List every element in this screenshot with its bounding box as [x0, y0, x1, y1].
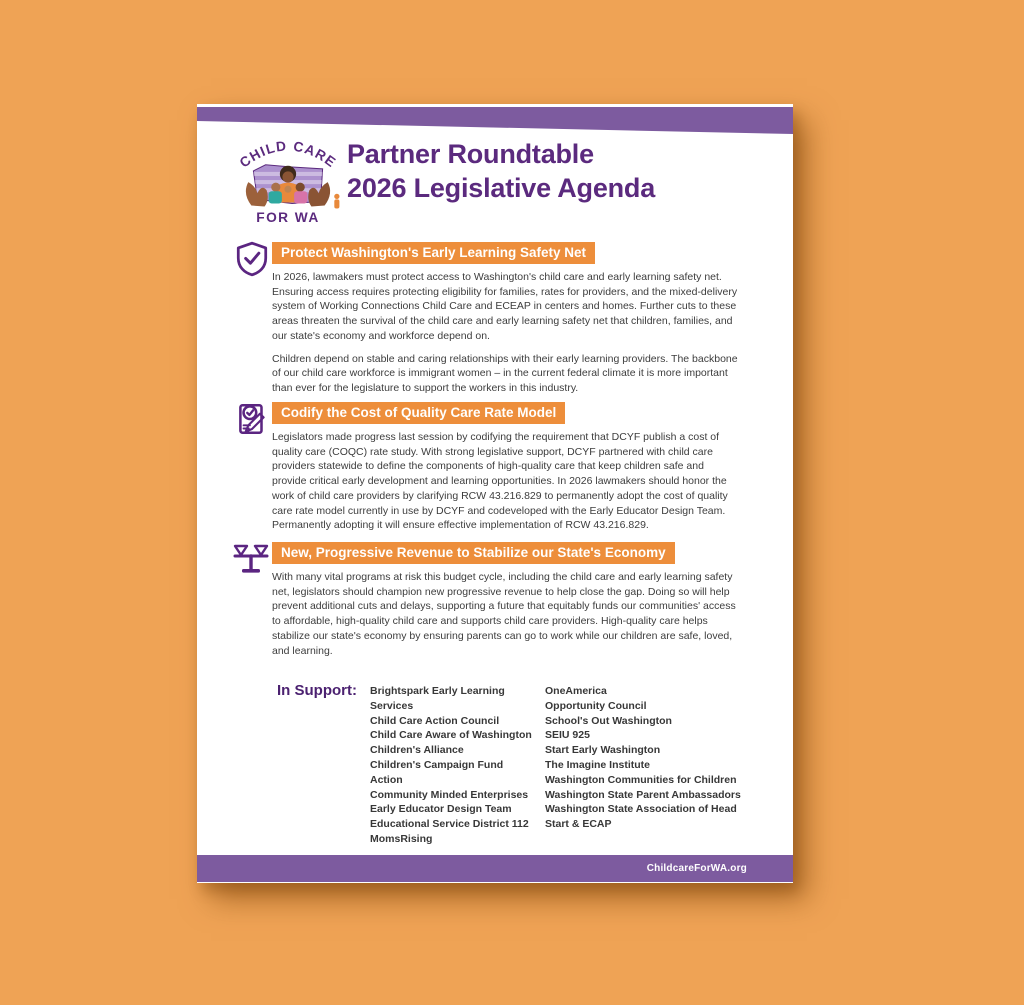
footer-website-url: ChildcareForWA.org [646, 863, 747, 874]
section-paragraph: Children depend on stable and caring relationships with their early learning providers. The backbone of our child care workforce is immigrant women – in the current federal climate it is more important than ever for the legislature to support the workers in this industry. [272, 352, 738, 394]
scales-icon [231, 540, 271, 578]
section-rate-model [233, 402, 745, 533]
section-heading: Codify the Cost of Quality Care Rate Model [272, 402, 565, 424]
supporter-name: Community Minded Enterprises [370, 788, 529, 801]
supporter-name: Children's Alliance [370, 744, 464, 757]
supporter-name: Early Educator Design Team [370, 803, 512, 816]
shield-check-icon [233, 240, 271, 278]
section-paragraph: Legislators made progress last session by codifying the requirement that DCYF publish a cost of quality care (COQC) rate study. With strong legislative support, DCYF partnered with child care providers statewide to define the components of high-quality care that keep children safe and provide critical early development and learning opportunities. In 2026 lawmakers should honor the work of child care providers by clarifying RCW 43.216.829 to permanently adopt the cost of quality care rate model currently in use by DCYF and codeveloped with the Early Educator Design Team. Permanently adopting it will ensure effective implementation of RCW 43.216.829. [272, 431, 728, 532]
flyer-page [197, 104, 793, 883]
supporter-name: Washington State Association of Head Start & ECAP [545, 803, 737, 831]
section-safety-net [233, 242, 745, 396]
supporter-name: Brightspark Early Learning Services [370, 685, 505, 712]
section-paragraph: With many vital programs at risk this budget cycle, including the child care and early learning safety net, legislators should champion new progressive revenue to help close the gap. Doing so will help prevent additional cuts and delays, supporting a future that equitably funds our communities' access to affordable, high-quality child care and supports child care providers. High-quality care helps stabilize our state's economy by ensuring parents can go to work while our children are safe, loved, and learning. [272, 571, 736, 657]
supporter-name: Opportunity Council [545, 699, 647, 712]
supporter-name: Start Early Washington [545, 744, 661, 757]
section-paragraph: In 2026, lawmakers must protect access to Washington's child care and early learning safety net. Ensuring access requires protecting eligibility for families, rates for providers, and the mixed-delivery system of Working Connections Child Care and ECEAP in centers and homes. Further cuts to these areas threaten the survival of the child care and early learning safety net that children, families, and our state's economy and workforce depend on. [272, 271, 738, 342]
supporter-name: MomsRising [370, 832, 433, 845]
supporter-name: Children's Campaign Fund Action [370, 758, 504, 786]
page-title [347, 137, 655, 205]
supporter-name: Child Care Action Council [370, 714, 500, 727]
supporter-name: OneAmerica [545, 685, 607, 697]
washington-state-illustration [246, 165, 340, 209]
supporter-name: SEIU 925 [545, 729, 590, 742]
section-revenue [233, 542, 745, 658]
section-heading: Protect Washington's Early Learning Safety Net [272, 242, 595, 264]
section-heading: New, Progressive Revenue to Stabilize our State's Economy [272, 542, 675, 564]
supporter-name: Educational Service District 112 [370, 818, 529, 831]
page-title-line1: Partner Roundtable [347, 139, 594, 169]
org-logo [231, 126, 345, 228]
supporter-name: The Imagine Institute [545, 758, 651, 771]
supporter-name: Washington State Parent Ambassadors [545, 788, 741, 801]
supporter-name: School's Out Washington [545, 714, 672, 727]
logo-top-text: CHILD CARE [236, 138, 340, 171]
in-support-label: In Support: [277, 682, 357, 699]
supporter-name: Child Care Aware of Washington [370, 729, 532, 742]
page-title-line2: 2026 Legislative Agenda [347, 173, 656, 203]
logo-bottom-text: FOR WA [256, 209, 320, 225]
footer-bar [197, 855, 793, 882]
supporter-name: Washington Communities for Children [545, 773, 737, 786]
document-check-icon [233, 400, 271, 438]
supporters-column-2 [545, 684, 743, 832]
supporters-column-1 [370, 684, 532, 847]
